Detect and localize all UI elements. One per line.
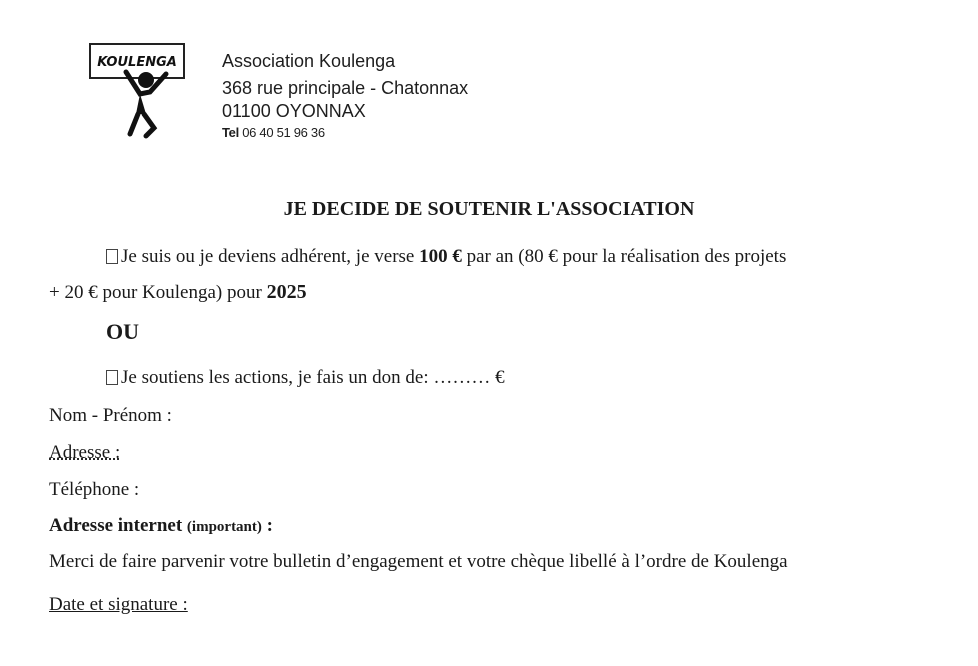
- email-label-a: Adresse internet: [49, 515, 187, 536]
- email-label-note: (important): [186, 519, 262, 535]
- option-donation[interactable]: [106, 367, 505, 389]
- membership-amount: 100 €: [419, 246, 462, 267]
- org-phone: [222, 125, 325, 140]
- membership-line2-text: + 20 € pour Koulenga) pour: [49, 282, 267, 303]
- address-field-label: Adresse :: [49, 442, 121, 463]
- date-signature-label: Date et signature :: [49, 594, 188, 615]
- membership-line2: [49, 281, 307, 304]
- form-title: JE DECIDE DE SOUTENIR L'ASSOCIATION: [283, 198, 695, 220]
- membership-text-b: par an (80 € pour la réalisation des projets: [461, 246, 787, 267]
- phone-label: Tel: [222, 125, 239, 140]
- membership-checkbox[interactable]: [106, 249, 118, 264]
- org-city: 01100 OYONNAX: [222, 101, 366, 121]
- email-label-c: :: [261, 515, 273, 536]
- donation-text: Je soutiens les actions, je fais un don de: ……… €: [121, 367, 505, 388]
- donation-checkbox[interactable]: [106, 370, 118, 385]
- email-field-label: [49, 515, 273, 537]
- phone-number: 06 40 51 96 36: [242, 125, 325, 140]
- org-name: Association Koulenga: [222, 51, 396, 71]
- membership-text-a: Je suis ou je deviens adhérent, je verse: [121, 246, 420, 267]
- or-separator: OU: [106, 319, 139, 344]
- logo-figure-icon: [88, 42, 188, 142]
- instructions-text: Merci de faire parvenir votre bulletin d’engagement et votre chèque libellé à l’ordre de Koulenga: [49, 551, 788, 572]
- org-street: 368 rue principale - Chatonnax: [222, 78, 469, 98]
- name-field-label: Nom - Prénom :: [49, 405, 172, 426]
- logo-text: KOULENGA: [97, 55, 177, 70]
- option-membership[interactable]: [106, 246, 786, 268]
- koulenga-logo: [88, 42, 188, 142]
- membership-year: 2025: [266, 281, 307, 303]
- phone-field-label: Téléphone :: [49, 479, 140, 500]
